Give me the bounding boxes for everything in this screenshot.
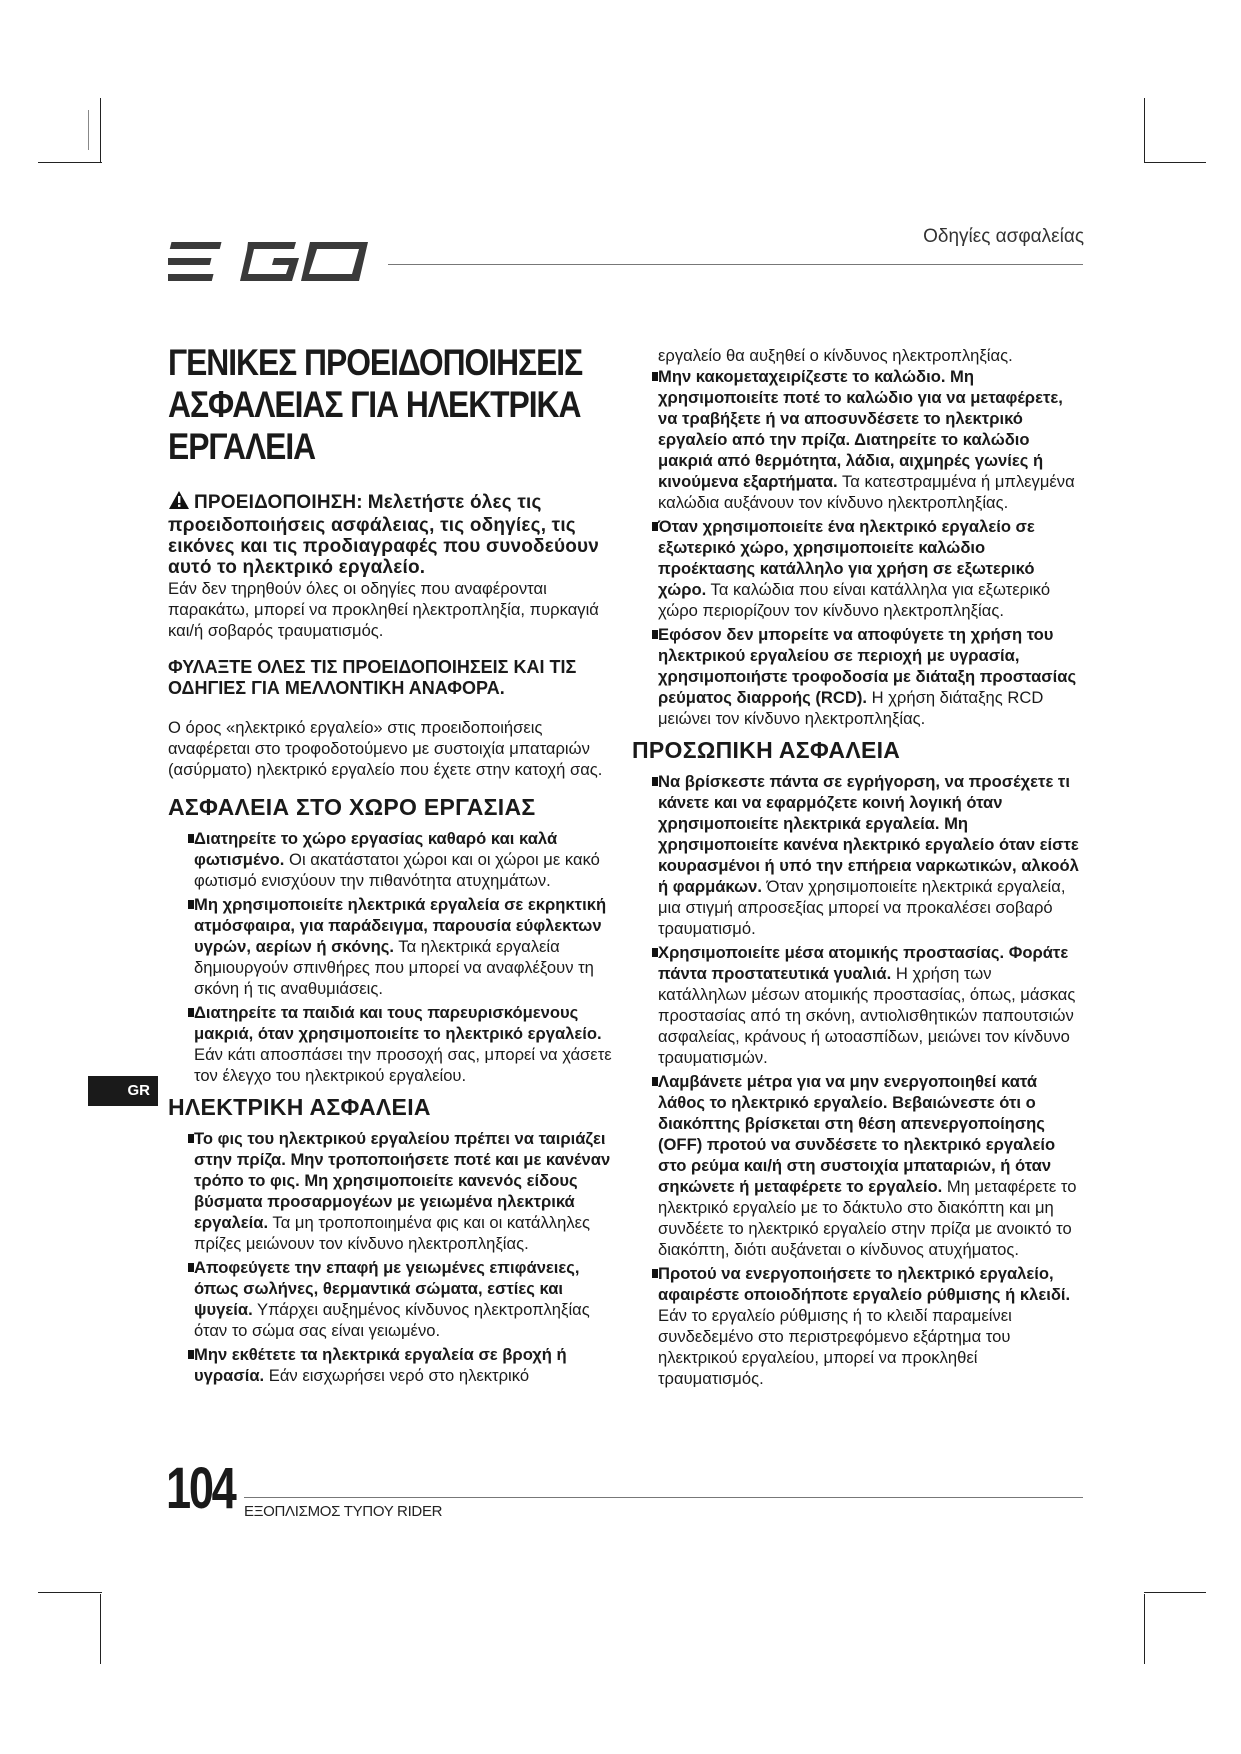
- item-text: Εάν εισχωρήσει νερό στο ηλεκτρικό: [264, 1366, 530, 1385]
- item-bold: Εφόσον δεν μπορείτε να αποφύγετε τη χρήση του ηλεκτρικού εργαλείου σε περιοχή με υγρασία, χρησιμοποιήστε τροφοδοσία με διάταξη προστασίας ρεύματος διαρροής (RCD).: [658, 625, 1077, 707]
- crop-mark: [100, 98, 101, 162]
- crop-mark: [1144, 162, 1206, 163]
- header-rule: [388, 264, 1083, 265]
- bullet-marker: [188, 900, 194, 909]
- item-bold: Λαμβάνετε μέτρα για να μην ενεργοποιηθεί κατά λάθος το ηλεκτρικό εργαλείο. Βεβαιώνεστε ότι ο διακόπτης βρίσκεται στη θέση απενεργοποίησης (OFF) προτού να συνδέσετε το ηλεκτρικό εργαλείο στο ρεύμα και/ή στη συστοιχία μπαταριών, ή όταν σηκώνετε ή μεταφέρετε το εργαλείο.: [658, 1072, 1056, 1196]
- item-text: Η χρήση διάταξης RCD μειώνει τον κίνδυνο ηλεκτροπληξίας.: [658, 688, 1044, 728]
- page-title: [168, 342, 615, 468]
- item-bold: Όταν χρησιμοποιείτε ένα ηλεκτρικό εργαλείο σε εξωτερικό χώρο, χρησιμοποιείτε καλώδιο προέκτασης κατάλληλο για χρήση σε εξωτερικό χώρο.: [658, 517, 1035, 599]
- crop-mark: [38, 1592, 102, 1593]
- item-bold: Αποφεύγετε την επαφή με γειωμένες επιφάνειες, όπως σωλήνες, θερμαντικά σώματα, εστίες και ψυγεία.: [194, 1258, 580, 1319]
- page-number: 104: [166, 1456, 235, 1521]
- crop-mark: [100, 1594, 101, 1664]
- warning-bold-text: Μελετήστε όλες τις προειδοποιήσεις ασφάλειας, τις οδηγίες, τις εικόνες και τις προδιαγραφές που συνοδεύουν αυτό το ηλεκτρικό εργαλείο.: [168, 492, 600, 578]
- bullet-marker: [188, 1134, 194, 1143]
- crop-mark: [1144, 1592, 1206, 1593]
- list-item: [632, 1071, 1084, 1260]
- crop-mark: [1144, 1594, 1145, 1664]
- item-text: Όταν χρησιμοποιείτε ηλεκτρικά εργαλεία, μια στιγμή απροσεξίας μπορεί να προκαλέσει σοβαρό τραυματισμό.: [658, 877, 1066, 938]
- item-text: Η χρήση των κατάλληλων μέσων ατομικής προστασίας, όπως, μάσκας προστασίας από τη σκόνη, αντιολισθητικών παπουτσιών ασφαλείας, κράνους ή ωτοασπίδων, μειώνει τον κίνδυνο τραυματισμών.: [658, 964, 1076, 1067]
- list-item: [168, 1257, 616, 1341]
- warning-block: [168, 490, 616, 641]
- crop-mark: [38, 162, 102, 163]
- item-text: Τα καλώδια που είναι κατάλληλα για εξωτερικό χώρο περιορίζουν τον κίνδυνο ηλεκτροπληξίας.: [658, 580, 1051, 620]
- item-text: Τα ηλεκτρικά εργαλεία δημιουργούν σπινθήρες που μπορεί να αναφλέξουν τη σκόνη ή τις αναθυμιάσεις.: [194, 937, 594, 998]
- item-bold: Το φις του ηλεκτρικού εργαλείου πρέπει να ταιριάζει στην πρίζα. Μην τροποποιήσετε ποτέ και με κανέναν τρόπο το φις. Μη χρησιμοποιείτε κανενός είδους βύσματα προσαρμογέων με γειωμένα ηλεκτρικά εργαλεία.: [194, 1129, 611, 1232]
- electrical-list: [168, 1128, 616, 1386]
- list-item: [632, 771, 1084, 939]
- item-text: Τα μη τροποποιημένα φις και οι κατάλληλες πρίζες μειώνουν τον κίνδυνο ηλεκτροπληξίας.: [194, 1213, 591, 1253]
- section-heading-personal: ΠΡΟΣΩΠΙΚΗ ΑΣΦΑΛΕΙΑ: [632, 737, 901, 763]
- right-column: [632, 345, 1084, 1392]
- electrical-list-continued: [632, 366, 1084, 729]
- footer-rule: [244, 1497, 1083, 1498]
- language-tab: GR: [88, 1076, 158, 1106]
- section-heading-electrical: ΗΛΕΚΤΡΙΚΗ ΑΣΦΑΛΕΙΑ: [168, 1094, 431, 1120]
- bullet-marker: [652, 630, 658, 639]
- save-instructions-heading: ΦΥΛΑΞΤΕ ΟΛΕΣ ΤΙΣ ΠΡΟΕΙΔΟΠΟΙΗΣΕΙΣ ΚΑΙ ΤΙΣ ΟΔΗΓΙΕΣ ΓΙΑ ΜΕΛΛΟΝΤΙΚΗ ΑΝΑΦΟΡΑ.: [168, 657, 577, 698]
- bullet-marker: [652, 372, 658, 381]
- bullet-marker: [652, 777, 658, 786]
- item-bold: Μη χρησιμοποιείτε ηλεκτρικά εργαλεία σε εκρηκτική ατμόσφαιρα, για παράδειγμα, παρουσία εύφλεκτων υγρών, αερίων ή σκόνης.: [194, 895, 607, 956]
- item-text: Τα κατεστραμμένα ή μπλεγμένα καλώδια αυξάνουν τον κίνδυνο ηλεκτροπληξίας.: [658, 472, 1075, 512]
- work-area-list: [168, 828, 616, 1086]
- intro-paragraph: Ο όρος «ηλεκτρικό εργαλείο» στις προειδοποιήσεις αναφέρεται στο τροφοδοτούμενο με συστοιχία μπαταριών (ασύρματο) ηλεκτρικό εργαλείο που έχετε στην κατοχή σας.: [168, 718, 603, 779]
- item-text: Υπάρχει αυξημένος κίνδυνος ηλεκτροπληξίας όταν το σώμα σας είναι γειωμένο.: [194, 1300, 590, 1340]
- item-bold: Χρησιμοποιείτε μέσα ατομικής προστασίας. Φοράτε πάντα προστατευτικά γυαλιά.: [658, 943, 1069, 983]
- list-item: [168, 1344, 616, 1386]
- bullet-marker: [188, 834, 194, 843]
- warning-text: Εάν δεν τηρηθούν όλες οι οδηγίες που αναφέρονται παρακάτω, μπορεί να προκληθεί ηλεκτροπληξία, πυρκαγιά και/ή σοβαρός τραυματισμός.: [168, 579, 599, 640]
- bullet-marker: [188, 1350, 194, 1359]
- page-title-line: ΕΡΓΑΛΕΙΑ: [168, 426, 316, 467]
- bullet-marker: [188, 1263, 194, 1272]
- warning-label: ΠΡΟΕΙΔΟΠΟΙΗΣΗ:: [194, 492, 363, 513]
- list-item: [632, 516, 1084, 621]
- list-item: [168, 828, 616, 891]
- section-heading-work-area: ΑΣΦΑΛΕΙΑ ΣΤΟ ΧΩΡΟ ΕΡΓΑΣΙΑΣ: [168, 794, 536, 820]
- item-text: Οι ακατάστατοι χώροι και οι χώροι με κακό φωτισμό ενισχύουν την πιθανότητα ατυχημάτων.: [194, 850, 600, 890]
- item-bold: Προτού να ενεργοποιήσετε το ηλεκτρικό εργαλείο, αφαιρέστε οποιοδήποτε εργαλείο ρύθμισης ή κλειδί.: [658, 1264, 1071, 1304]
- footer-text: ΕΞΟΠΛΙΣΜΟΣ ΤΥΠΟΥ RIDER: [244, 1503, 443, 1520]
- item-bold: Διατηρείτε το χώρο εργασίας καθαρό και καλά φωτισμένο.: [194, 829, 558, 869]
- item-bold: Μην κακομεταχειρίζεστε το καλώδιο. Μη χρησιμοποιείτε ποτέ το καλώδιο για να μεταφέρετε, να τραβήξετε ή να αποσυνδέσετε το ηλεκτρικό εργαλείο από την πρίζα. Διατηρείτε το καλώδιο μακριά από θερμότητα, λάδια, αιχμηρές γωνίες ή κινούμενα εξαρτήματα.: [658, 367, 1063, 491]
- continued-text: εργαλείο θα αυξηθεί ο κίνδυνος ηλεκτροπληξίας.: [658, 346, 1013, 365]
- list-item: [632, 1263, 1084, 1389]
- bullet-marker: [652, 948, 658, 957]
- item-text: Μη μεταφέρετε το ηλεκτρικό εργαλείο με το δάκτυλο στο διακόπτη και μη συνδέετε το ηλεκτρικό εργαλείο στην πρίζα με ανοικτό το διακόπτη, διότι αυξάνεται ο κίνδυνος ατυχήματος.: [658, 1177, 1077, 1259]
- page-title-line: ΑΣΦΑΛΕΙΑΣ ΓΙΑ ΗΛΕΚΤΡΙΚΑ: [168, 384, 581, 425]
- crop-mark: [1144, 98, 1145, 162]
- bullet-marker: [652, 1269, 658, 1278]
- personal-safety-list: [632, 771, 1084, 1389]
- page-title-line: ΓΕΝΙΚΕΣ ΠΡΟΕΙΔΟΠΟΙΗΣΕΙΣ: [168, 342, 583, 383]
- list-item: [168, 1128, 616, 1254]
- list-item: [632, 942, 1084, 1068]
- list-item: [168, 1002, 616, 1086]
- item-text: Εάν το εργαλείο ρύθμισης ή το κλειδί παραμείνει συνδεδεμένο στο περιστρεφόμενο εξάρτημα του ηλεκτρικού εργαλείου, μπορεί να προκληθεί τραυματισμός.: [658, 1306, 1012, 1388]
- ego-logo: [168, 240, 376, 289]
- item-text: Εάν κάτι αποσπάσει την προσοχή σας, μπορεί να χάσετε τον έλεγχο του ηλεκτρικού εργαλείου.: [194, 1045, 612, 1085]
- list-item: [632, 624, 1084, 729]
- item-bold: Μην εκθέτετε τα ηλεκτρικά εργαλεία σε βροχή ή υγρασία.: [194, 1345, 567, 1385]
- item-bold: Να βρίσκεστε πάντα σε εγρήγορση, να προσέχετε τι κάνετε και να εφαρμόζετε κοινή λογική όταν χρησιμοποιείτε ηλεκτρικά εργαλεία. Μη χρησιμοποιείτε κανένα ηλεκτρικό εργαλείο όταν είστε κουρασμένοι ή υπό την επήρεια ναρκωτικών, αλκοόλ ή φαρμάκων.: [658, 772, 1079, 896]
- header-title: Οδηγίες ασφαλείας: [923, 226, 1084, 247]
- bullet-marker: [652, 522, 658, 531]
- item-bold: Διατηρείτε τα παιδιά και τους παρευρισκόμενους μακριά, όταν χρησιμοποιείτε το ηλεκτρικό εργαλείο.: [194, 1003, 602, 1043]
- warning-triangle-icon: [168, 490, 190, 515]
- bullet-marker: [652, 1077, 658, 1086]
- bullet-marker: [188, 1008, 194, 1017]
- crop-mark: [88, 110, 89, 150]
- list-item: [632, 366, 1084, 513]
- list-item: [168, 894, 616, 999]
- left-column: [168, 342, 616, 1389]
